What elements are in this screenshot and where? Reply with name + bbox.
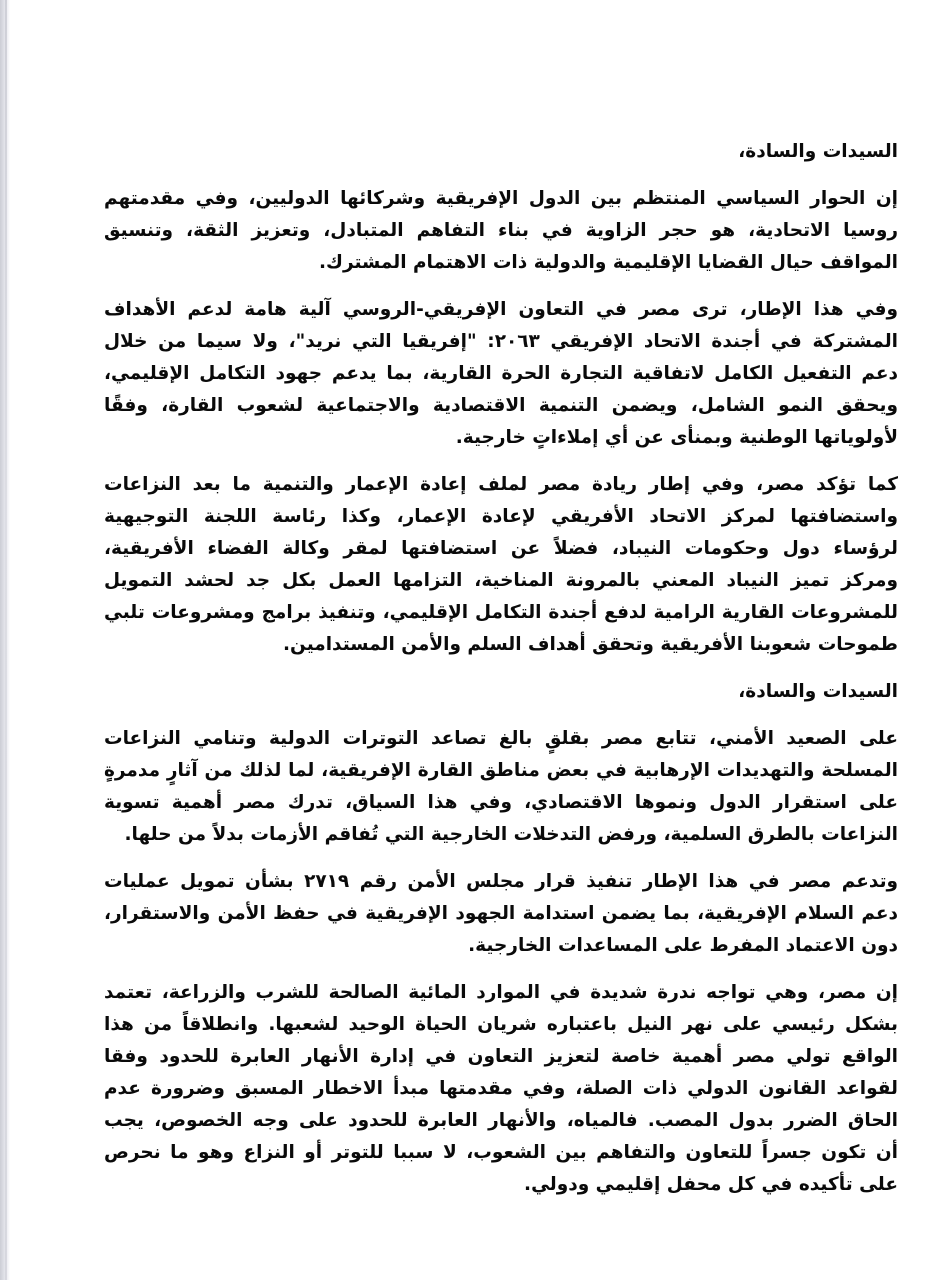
text-line: لأولوياتها الوطنية وبمنأى عن أي إملاءاتٍ خارجية. [455, 427, 898, 448]
text-line: المواقف حيال القضايا الإقليمية والدولية ذات الاهتمام المشترك. [318, 252, 898, 273]
text-line: إن الحوار السياسي المنتظم بين الدول الإفريقية وشركائها الدوليين، وفي مقدمتهم [104, 188, 898, 209]
text-line: المسلحة والتهديدات الإرهابية في بعض مناطق القارة الإفريقية، لما لذلك من آثارٍ مدمرةٍ [104, 760, 898, 781]
paragraph [104, 866, 898, 962]
text-line: لرؤساء دول وحكومات النيباد، فضلاً عن استضافتها لمقر وكالة الفضاء الأفريقية، [104, 538, 898, 559]
text-line: إن مصر، وهي تواجه ندرة شديدة في الموارد المائية الصالحة للشرب والزراعة، تعتمد [104, 982, 898, 1003]
section-heading: السيدات والسادة، [738, 141, 898, 162]
text-line: وتدعم مصر في هذا الإطار تنفيذ قرار مجلس الأمن رقم ٢٧١٩ بشأن تمويل عمليات [104, 871, 898, 892]
paragraph [104, 294, 898, 454]
text-line: على استقرار الدول ونموها الاقتصادي، وفي هذا السياق، تدرك مصر أهمية تسوية [104, 792, 898, 813]
document-page-text [104, 136, 898, 1216]
text-line: طموحات شعوبنا الأفريقية وتحقق أهداف السلم والأمن المستدامين. [283, 634, 898, 655]
paragraph [104, 977, 898, 1201]
text-line: على الصعيد الأمني، تتابع مصر بقلقٍ بالغ تصاعد التوترات الدولية وتنامي النزاعات [104, 728, 898, 749]
text-line: واستضافتها لمركز الاتحاد الأفريقي لإعادة الإعمار، وكذا رئاسة اللجنة التوجيهية [104, 506, 898, 527]
section-heading: السيدات والسادة، [738, 681, 898, 702]
text-line: المشتركة في أجندة الاتحاد الإفريقي ٢٠٦٣: "إفريقيا التي نريد"، ولا سيما من خلال [104, 331, 898, 352]
text-line: النزاعات بالطرق السلمية، ورفض التدخلات الخارجية التي تُفاقم الأزمات بدلاً من حلها. [124, 824, 898, 845]
text-line: الحاق الضرر بدول المصب. فالمياه، والأنهار العابرة للحدود على وجه الخصوص، يجب [104, 1110, 898, 1131]
text-line: دعم السلام الإفريقية، بما يضمن استدامة الجهود الإفريقية في حفظ الأمن والاستقرار، [104, 903, 898, 924]
paragraph [104, 723, 898, 851]
text-line: ويحقق النمو الشامل، ويضمن التنمية الاقتصادية والاجتماعية لشعوب القارة، وفقًا [104, 395, 898, 416]
page-edge-line [5, 0, 7, 1280]
paragraph [104, 183, 898, 279]
text-line: الواقع تولي مصر أهمية خاصة لتعزيز التعاون في إدارة الأنهار العابرة للحدود وفقا [104, 1046, 898, 1067]
paragraph [104, 469, 898, 661]
text-line: دون الاعتماد المفرط على المساعدات الخارجية. [468, 935, 898, 956]
text-line: بشكل رئيسي على نهر النيل باعتباره شريان الحياة الوحيد لشعبها. وانطلاقاً من هذا [104, 1014, 898, 1035]
text-line: لقواعد القانون الدولي ذات الصلة، وفي مقدمتها مبدأ الاخطار المسبق وضرورة عدم [104, 1078, 898, 1099]
text-line: للمشروعات القارية الرامية لدفع أجندة التكامل الإقليمي، وتنفيذ برامج ومشروعات تلبي [104, 602, 898, 623]
text-line: وفي هذا الإطار، ترى مصر في التعاون الإفريقي-الروسي آلية هامة لدعم الأهداف [104, 299, 898, 320]
page-edge-shadow [0, 0, 10, 1280]
text-line: دعم التفعيل الكامل لاتفاقية التجارة الحرة القارية، بما يدعم جهود التكامل الإقليمي، [104, 363, 898, 384]
text-line: روسيا الاتحادية، هو حجر الزاوية في بناء التفاهم المتبادل، وتعزيز الثقة، وتنسيق [104, 220, 898, 241]
text-line: على تأكيده في كل محفل إقليمي ودولي. [524, 1174, 898, 1195]
text-line: ومركز تميز النيباد المعني بالمرونة المناخية، التزامها العمل بكل جد لحشد التمويل [104, 570, 898, 591]
text-line: كما تؤكد مصر، وفي إطار ريادة مصر لملف إعادة الإعمار والتنمية ما بعد النزاعات [104, 474, 898, 495]
text-line: أن تكون جسراً للتعاون والتفاهم بين الشعوب، لا سببا للتوتر أو النزاع وهو ما نحرص [104, 1142, 898, 1163]
